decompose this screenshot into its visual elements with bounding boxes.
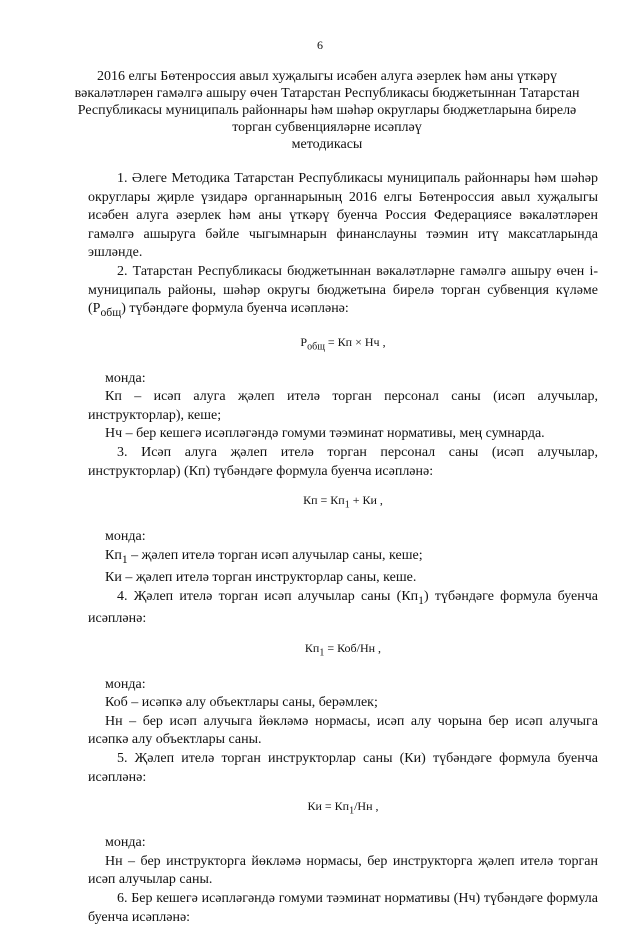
definition-nn: Нн – бер исәп алучыга йөкләмә нормасы, исәп алу чорына бер исәп алучыга исәпкә алу объектлары саны. [88,713,598,748]
document-body [88,170,598,927]
definition-kob: Коб – исәпкә алу объектлары саны, берәмлек; [105,695,378,711]
formula-2 [88,491,598,515]
formula-part: Кп [304,640,320,655]
subscript: 1 [418,593,424,607]
document-title [62,68,592,153]
paragraph-4 [88,588,598,629]
title-line: 2016 елгы Бөтенроссия авыл хуҗалыгы исәбен алуга әзерлек һәм аны үткәрү [96,69,558,84]
formula-part: + Ки , [349,493,383,508]
title-line: методикасы [291,137,363,152]
where-label: монда: [105,529,146,545]
subscript: 1 [349,805,355,817]
subscript: 1 [344,499,350,511]
where-label: монда: [105,835,146,851]
paragraph-2 [88,263,598,323]
paragraph-1: 1. Әлеге Методика Татарстан Республикасы муниципаль районнары һәм шәһәр округлары җирле үзидарә органнарының 2016 елгы Бөтенроссия авыл хуҗалыгы исәбен алуга әзерлек һәм аны үткәрү буенча Россия Федерациясе вәкаләтләрен гамәлгә ашыруга бәйле чыгымнарын финанслауны тәэмин итү максатларында эшләнде. [88,171,598,261]
paragraph-6: 6. Бер кешегә исәпләгәндә гомуми тәэминат нормативы (Нч) түбәндәге формула буенча исәпләнә: [88,890,598,925]
definition-ki: Ки – җәлеп ителә торган инструкторлар саны, кеше. [105,570,417,586]
formula-part: Кп = Кп [303,493,345,508]
paragraph-2-text-a: 2. Татарстан Республикасы бюджетыннан вәкаләтләрне гамәлгә ашыру өчен i-муниципаль районы, шәһәр округы бюджетына бирелә торган субвенция күләме (Р [88,263,598,317]
formula-part: = Кп × Нч , [324,334,386,349]
definition-nn-instructor: Нн – бер инструкторга йөкләмә нормасы, бер инструкторга җәлеп ителә торган исәп алучылар саны. [88,853,598,888]
formula-part: Ки = Кп [307,799,350,814]
title-line: торган субвенцияләрне исәпләү [232,120,422,135]
formula-1 [88,333,598,357]
paragraph-5: 5. Җәлеп ителә торган инструкторлар саны (Ки) түбәндәге формула буенча исәпләнә: [88,751,598,785]
subscript: 1 [121,552,128,566]
subscript: 1 [319,647,325,659]
subscript: общ [307,340,325,352]
definition-kp1 [88,547,598,569]
definition-kp: Кп – исәп алуга җәлеп ителә торган персонал саны (исәп алучылар, инструкторлар), кеше; [88,389,598,423]
formula-part: /Нн , [354,799,379,814]
where-label: монда: [105,676,146,692]
title-line: вәкаләтләрен гамәлгә ашыру өчен Татарстан Республикасы бюджетыннан Татарстан [74,86,580,101]
formula-part: Р [300,334,308,349]
title-line: Республикасы муниципаль районнары һәм шәһәр округлары бюджетларына бирелә [77,103,577,118]
paragraph-2-text-b: ) түбәндәге формула буенча исәпләнә: [121,301,349,317]
definition-part: – җәлеп ителә торган исәп алучылар саны, кеше; [127,547,423,563]
formula-3 [88,639,598,663]
paragraph-4-text-b: ) түбәндәге формула буенча исәпләнә: [88,588,599,627]
definition-part: Кп [105,547,122,563]
formula-4 [88,797,598,821]
paragraph-3: 3. Исәп алуга җәлеп ителә торган персонал саны (исәп алучылар, инструкторлар) (Кп) түбәндәге формула буенча исәпләнә: [88,444,598,479]
subscript: общ [100,305,122,319]
paragraph-4-text-a: 4. Җәлеп ителә торган исәп алучылар саны (Кп [117,588,419,604]
formula-part: = Коб/Нн , [324,640,382,655]
definition-nch: Нч – бер кешегә исәпләгәндә гомуми тәэминат нормативы, мең сумнарда. [105,426,545,442]
where-label: монда: [105,370,146,386]
page-number: 6 [317,38,323,52]
